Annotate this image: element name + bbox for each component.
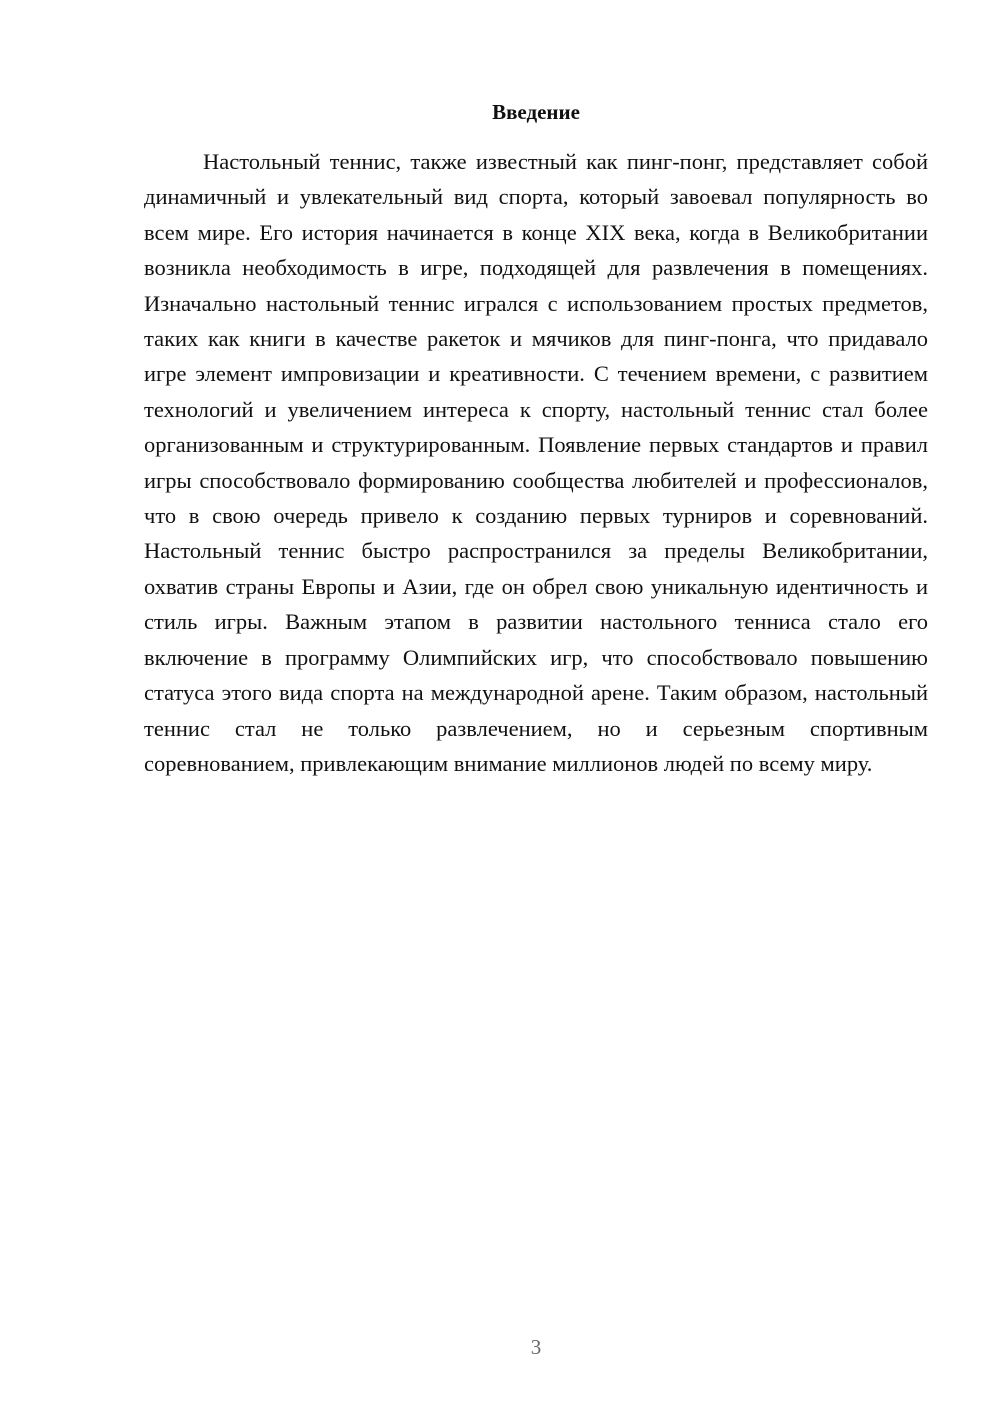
body-paragraph: Настольный теннис, также известный как пинг-понг, представляет собой динамичный и увлекательный вид спорта, который завоевал популярность во всем мире. Его история начинается в конце XIX века, когда в Великобритании возникла необходимость в игре, подходящей для развлечения в помещениях. Изначально настольный теннис игрался с использованием простых предметов, таких как книги в качестве ракеток и мячиков для пинг-понга, что придавало игре элемент импровизации и креативности. С течением времени, с развитием технологий и увеличением интереса к спорту, настольный теннис стал более организованным и структурированным. Появление первых стандартов и правил игры способствовало формированию сообщества любителей и профессионалов, что в свою очередь привело к созданию первых турниров и соревнований. Настольный теннис быстро распространился за пределы Великобритании, охватив страны Европы и Азии, где он обрел свою уникальную идентичность и стиль игры. Важным этапом в развитии настольного тенниса стало его включение в программу Олимпийских игр, что способствовало повышению статуса этого вида спорта на международной арене. Таким образом, настольный теннис стал не только развлечением, но и серьезным спортивным соревнованием, привлекающим внимание миллионов людей по всему миру. (144, 149, 928, 776)
section-heading: Введение (492, 100, 580, 124)
page-number: 3 (530, 1335, 542, 1359)
